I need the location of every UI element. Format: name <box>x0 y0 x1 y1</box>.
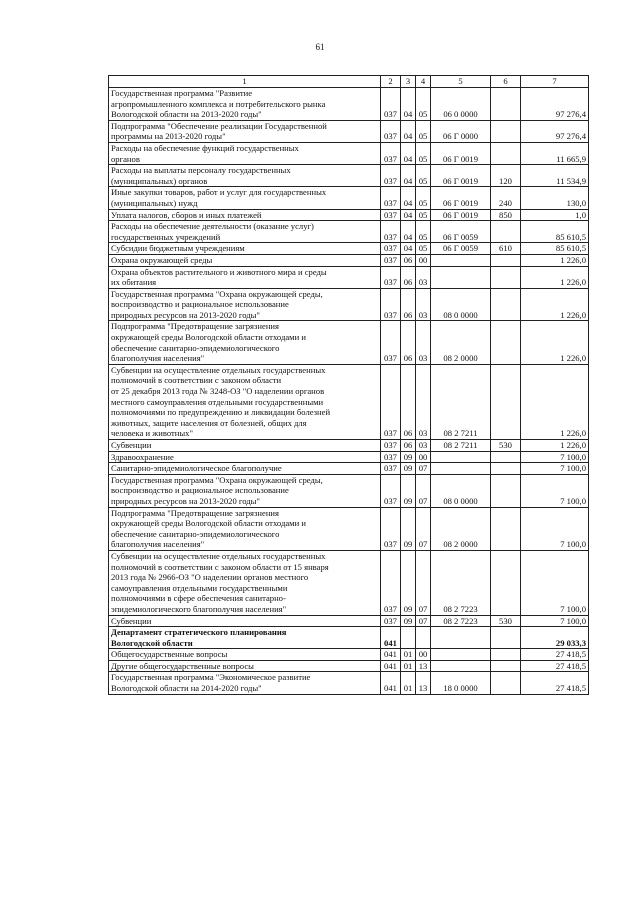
expense-type-cell: 240 <box>491 187 521 209</box>
section-code-cell: 01 <box>401 672 416 694</box>
budget-table <box>108 75 589 695</box>
item-name-line: Государственная программа "Охрана окружающей среды, <box>111 474 323 485</box>
expense-type-cell <box>491 120 521 142</box>
table-row <box>109 627 589 649</box>
item-name-cell <box>109 221 381 243</box>
expense-type-cell: 530 <box>491 440 521 452</box>
item-name-line: природных ресурсов на 2013-2020 годы" <box>111 495 260 506</box>
item-name-line: Вологодской области <box>111 637 193 648</box>
section-code-cell <box>401 627 416 649</box>
header-cell: 1 <box>109 76 381 88</box>
admin-code-cell: 037 <box>381 451 401 463</box>
table-row <box>109 243 589 255</box>
item-name-line: обеспечение санитарно-эпидемиологического <box>111 342 280 353</box>
item-name-cell <box>109 187 381 209</box>
item-name-line: Санитарно-эпидемиологическое благополучие <box>111 463 282 474</box>
item-name-line: самоуправления отдельными государственными <box>111 582 288 593</box>
item-name-line: Общегосударственные вопросы <box>111 649 228 660</box>
section-code-cell: 04 <box>401 142 416 164</box>
item-name-line: (муниципальных) органов <box>111 175 208 186</box>
item-name-cell <box>109 550 381 615</box>
admin-code-cell: 037 <box>381 120 401 142</box>
item-name-line: Иные закупки товаров, работ и услуг для государственных <box>111 187 327 198</box>
item-name-line: природных ресурсов на 2013-2020 годы" <box>111 309 260 320</box>
article-code-cell: 08 2 7223 <box>431 550 491 615</box>
amount-cell: 29 033,3 <box>521 627 589 649</box>
item-name-line: Субвенции <box>111 440 152 450</box>
item-name-line: местного самоуправления отдельными государственными <box>111 396 324 407</box>
amount-cell: 97 276,4 <box>521 88 589 121</box>
article-code-cell <box>431 266 491 288</box>
article-code-cell: 06 Г 0019 <box>431 209 491 221</box>
amount-cell: 1,0 <box>521 209 589 221</box>
item-name-line: Вологодской области на 2013-2020 годы" <box>111 109 262 120</box>
amount-cell: 1 226,0 <box>521 266 589 288</box>
amount-cell: 1 226,0 <box>521 254 589 266</box>
amount-cell: 11 665,9 <box>521 142 589 164</box>
table-row <box>109 440 589 452</box>
article-code-cell: 06 Г 0000 <box>431 120 491 142</box>
expense-type-cell <box>491 321 521 364</box>
table-row <box>109 550 589 615</box>
item-name-cell <box>109 266 381 288</box>
table-row <box>109 660 589 672</box>
item-name-line: Другие общегосударственные вопросы <box>111 660 254 671</box>
item-name-line: программы на 2013-2020 годы" <box>111 131 226 142</box>
section-code-cell: 04 <box>401 88 416 121</box>
amount-cell: 27 418,5 <box>521 660 589 672</box>
section-code-cell: 09 <box>401 507 416 550</box>
item-name-line: 2013 года № 2966-ОЗ "О наделении органов местного <box>111 572 309 583</box>
table-row <box>109 672 589 694</box>
admin-code-cell: 037 <box>381 463 401 475</box>
article-code-cell <box>431 627 491 649</box>
article-code-cell: 06 Г 0019 <box>431 187 491 209</box>
item-name-line: органов <box>111 153 140 164</box>
item-name-line: Подпрограмма "Предотвращение загрязнения <box>111 507 279 518</box>
item-name-line: Государственная программа "Охрана окружающей среды, <box>111 288 323 299</box>
item-name-cell <box>109 440 381 452</box>
item-name-line: Государственная программа "Экономическое развитие <box>111 672 311 683</box>
header-cell: 6 <box>491 76 521 88</box>
admin-code-cell: 037 <box>381 142 401 164</box>
item-name-cell <box>109 507 381 550</box>
expense-type-cell <box>491 463 521 475</box>
item-name-cell <box>109 615 381 627</box>
table-row <box>109 288 589 321</box>
expense-type-cell <box>491 88 521 121</box>
expense-type-cell: 530 <box>491 615 521 627</box>
admin-code-cell: 037 <box>381 440 401 452</box>
section-code-cell: 04 <box>401 221 416 243</box>
article-code-cell: 08 0 0000 <box>431 288 491 321</box>
table-row <box>109 254 589 266</box>
expense-type-cell <box>491 627 521 649</box>
article-code-cell: 08 2 7211 <box>431 440 491 452</box>
subsection-code-cell: 03 <box>416 288 431 321</box>
section-code-cell: 06 <box>401 266 416 288</box>
article-code-cell: 06 Г 0019 <box>431 165 491 187</box>
header-cell: 7 <box>521 76 589 88</box>
item-name-line: эпидемиологического благополучия населения" <box>111 603 287 614</box>
item-name-cell <box>109 165 381 187</box>
expense-type-cell <box>491 660 521 672</box>
admin-code-cell: 037 <box>381 187 401 209</box>
expense-type-cell <box>491 672 521 694</box>
expense-type-cell <box>491 550 521 615</box>
section-code-cell: 01 <box>401 649 416 661</box>
expense-type-cell <box>491 507 521 550</box>
item-name-line: Расходы на выплаты персоналу государственных <box>111 165 291 176</box>
expense-type-cell: 120 <box>491 165 521 187</box>
section-code-cell: 06 <box>401 288 416 321</box>
table-row <box>109 142 589 164</box>
subsection-code-cell: 05 <box>416 209 431 221</box>
expense-type-cell <box>491 649 521 661</box>
subsection-code-cell: 07 <box>416 507 431 550</box>
section-code-cell: 09 <box>401 451 416 463</box>
subsection-code-cell: 00 <box>416 649 431 661</box>
amount-cell: 7 100,0 <box>521 451 589 463</box>
table-row <box>109 474 589 507</box>
item-name-cell <box>109 451 381 463</box>
section-code-cell: 09 <box>401 463 416 475</box>
item-name-line: животных, защите населения от болезней, общих для <box>111 417 307 428</box>
expense-type-cell <box>491 364 521 439</box>
amount-cell: 1 226,0 <box>521 440 589 452</box>
subsection-code-cell: 05 <box>416 243 431 255</box>
article-code-cell: 18 0 0000 <box>431 672 491 694</box>
amount-cell: 97 276,4 <box>521 120 589 142</box>
item-name-line: окружающей среды Вологодской области отходами и <box>111 332 306 343</box>
subsection-code-cell: 13 <box>416 660 431 672</box>
subsection-code-cell: 07 <box>416 474 431 507</box>
item-name-cell <box>109 88 381 121</box>
amount-cell: 130,0 <box>521 187 589 209</box>
section-code-cell: 04 <box>401 187 416 209</box>
item-name-line: Охрана окружающей среды <box>111 254 213 265</box>
amount-cell: 27 418,5 <box>521 672 589 694</box>
item-name-line: окружающей среды Вологодской области отходами и <box>111 518 306 529</box>
amount-cell: 11 534,9 <box>521 165 589 187</box>
admin-code-cell: 037 <box>381 507 401 550</box>
subsection-code-cell: 03 <box>416 440 431 452</box>
subsection-code-cell: 05 <box>416 165 431 187</box>
amount-cell: 7 100,0 <box>521 463 589 475</box>
item-name-line: обеспечение санитарно-эпидемиологического <box>111 528 280 539</box>
item-name-line: Уплата налогов, сборов и иных платежей <box>111 209 262 220</box>
subsection-code-cell: 05 <box>416 221 431 243</box>
section-code-cell: 09 <box>401 550 416 615</box>
item-name-line: Подпрограмма "Обеспечение реализации Государственной <box>111 120 327 131</box>
subsection-code-cell: 05 <box>416 142 431 164</box>
item-name-cell <box>109 627 381 649</box>
admin-code-cell: 037 <box>381 266 401 288</box>
table-row <box>109 649 589 661</box>
item-name-line: Расходы на обеспечение функций государственных <box>111 142 299 153</box>
admin-code-cell: 041 <box>381 660 401 672</box>
item-name-line: Государственная программа "Развитие <box>111 88 253 98</box>
table-row <box>109 221 589 243</box>
item-name-cell <box>109 463 381 475</box>
admin-code-cell: 037 <box>381 254 401 266</box>
item-name-line: полномочиями по предупреждению и ликвидации болезней <box>111 407 331 418</box>
subsection-code-cell: 05 <box>416 88 431 121</box>
subsection-code-cell: 03 <box>416 364 431 439</box>
article-code-cell: 06 Г 0059 <box>431 221 491 243</box>
item-name-line: Вологодской области на 2014-2020 годы" <box>111 683 262 694</box>
item-name-line: Субвенции на осуществление отдельных государственных <box>111 550 326 561</box>
table-row <box>109 266 589 288</box>
subsection-code-cell <box>416 627 431 649</box>
article-code-cell <box>431 660 491 672</box>
admin-code-cell: 037 <box>381 243 401 255</box>
admin-code-cell: 037 <box>381 474 401 507</box>
item-name-cell <box>109 364 381 439</box>
header-cell: 5 <box>431 76 491 88</box>
section-code-cell: 01 <box>401 660 416 672</box>
item-name-cell <box>109 649 381 661</box>
subsection-code-cell: 03 <box>416 321 431 364</box>
expense-type-cell <box>491 451 521 463</box>
item-name-line: (муниципальных) нужд <box>111 197 198 208</box>
table-row <box>109 120 589 142</box>
item-name-cell <box>109 288 381 321</box>
table-row <box>109 463 589 475</box>
article-code-cell: 08 0 0000 <box>431 474 491 507</box>
table-row <box>109 88 589 121</box>
item-name-line: Департамент стратегического планирования <box>111 627 287 638</box>
item-name-line: их обитания <box>111 277 157 288</box>
expense-type-cell <box>491 142 521 164</box>
article-code-cell: 08 2 7223 <box>431 615 491 627</box>
admin-code-cell: 037 <box>381 550 401 615</box>
admin-code-cell: 037 <box>381 165 401 187</box>
item-name-line: воспроизводство и рациональное использование <box>111 485 289 496</box>
article-code-cell <box>431 463 491 475</box>
amount-cell: 7 100,0 <box>521 615 589 627</box>
section-code-cell: 06 <box>401 440 416 452</box>
item-name-cell <box>109 209 381 221</box>
table-row <box>109 187 589 209</box>
item-name-cell <box>109 474 381 507</box>
item-name-cell <box>109 120 381 142</box>
table-row <box>109 165 589 187</box>
page-number: 61 <box>315 42 325 52</box>
item-name-line: полномочий в соответствии с законом области от 15 января <box>111 561 329 572</box>
article-code-cell: 06 0 0000 <box>431 88 491 121</box>
admin-code-cell: 037 <box>381 221 401 243</box>
table-body <box>109 88 589 695</box>
item-name-cell <box>109 321 381 364</box>
subsection-code-cell: 07 <box>416 615 431 627</box>
admin-code-cell: 037 <box>381 364 401 439</box>
article-code-cell: 08 2 0000 <box>431 321 491 364</box>
section-code-cell: 04 <box>401 165 416 187</box>
amount-cell: 85 610,5 <box>521 243 589 255</box>
item-name-line: благополучия населения" <box>111 353 205 364</box>
expense-type-cell <box>491 266 521 288</box>
amount-cell: 1 226,0 <box>521 364 589 439</box>
table-row <box>109 507 589 550</box>
item-name-line: Здравоохранение <box>111 451 174 462</box>
admin-code-cell: 041 <box>381 672 401 694</box>
admin-code-cell: 037 <box>381 615 401 627</box>
table-row <box>109 615 589 627</box>
subsection-code-cell: 05 <box>416 120 431 142</box>
section-code-cell: 09 <box>401 615 416 627</box>
subsection-code-cell: 00 <box>416 451 431 463</box>
amount-cell: 85 610,5 <box>521 221 589 243</box>
expense-type-cell <box>491 288 521 321</box>
article-code-cell: 08 2 0000 <box>431 507 491 550</box>
expense-type-cell <box>491 221 521 243</box>
section-code-cell: 04 <box>401 120 416 142</box>
article-code-cell: 08 2 7211 <box>431 364 491 439</box>
admin-code-cell: 041 <box>381 649 401 661</box>
expense-type-cell: 610 <box>491 243 521 255</box>
item-name-line: человека и животных" <box>111 428 193 439</box>
item-name-line: полномочий в соответствии с законом области <box>111 375 282 386</box>
admin-code-cell: 041 <box>381 627 401 649</box>
section-code-cell: 06 <box>401 254 416 266</box>
subsection-code-cell: 00 <box>416 254 431 266</box>
expense-type-cell: 850 <box>491 209 521 221</box>
table-header-row <box>109 76 589 88</box>
amount-cell: 27 418,5 <box>521 649 589 661</box>
item-name-cell <box>109 254 381 266</box>
section-code-cell: 04 <box>401 243 416 255</box>
admin-code-cell: 037 <box>381 88 401 121</box>
subsection-code-cell: 13 <box>416 672 431 694</box>
header-cell: 3 <box>401 76 416 88</box>
item-name-line: воспроизводство и рациональное использование <box>111 299 289 310</box>
amount-cell: 1 226,0 <box>521 288 589 321</box>
subsection-code-cell: 07 <box>416 463 431 475</box>
table-row <box>109 209 589 221</box>
item-name-line: благополучия населения" <box>111 539 205 550</box>
section-code-cell: 04 <box>401 209 416 221</box>
table-row <box>109 364 589 439</box>
article-code-cell: 06 Г 0019 <box>431 142 491 164</box>
subsection-code-cell: 05 <box>416 187 431 209</box>
item-name-line: государственных учреждений <box>111 231 221 242</box>
subsection-code-cell: 03 <box>416 266 431 288</box>
article-code-cell <box>431 254 491 266</box>
section-code-cell: 06 <box>401 321 416 364</box>
item-name-cell <box>109 672 381 694</box>
expense-type-cell <box>491 254 521 266</box>
item-name-cell <box>109 142 381 164</box>
section-code-cell: 09 <box>401 474 416 507</box>
item-name-line: агропромышленного комплекса и потребительского рынка <box>111 98 326 109</box>
subsection-code-cell: 07 <box>416 550 431 615</box>
header-cell: 2 <box>381 76 401 88</box>
item-name-line: Расходы на обеспечение деятельности (оказание услуг) <box>111 221 314 232</box>
item-name-line: Охрана объектов растительного и животного мира и среды <box>111 266 327 277</box>
admin-code-cell: 037 <box>381 321 401 364</box>
article-code-cell <box>431 649 491 661</box>
item-name-line: от 25 декабря 2013 года № 3248-ОЗ "О наделении органов <box>111 386 325 397</box>
article-code-cell <box>431 451 491 463</box>
item-name-cell <box>109 243 381 255</box>
item-name-line: Подпрограмма "Предотвращение загрязнения <box>111 321 279 332</box>
item-name-line: Субвенции <box>111 615 152 626</box>
expense-type-cell <box>491 474 521 507</box>
admin-code-cell: 037 <box>381 288 401 321</box>
article-code-cell: 06 Г 0059 <box>431 243 491 255</box>
item-name-line: Субвенции на осуществление отдельных государственных <box>111 364 326 375</box>
table-row <box>109 321 589 364</box>
header-cell: 4 <box>416 76 431 88</box>
amount-cell: 7 100,0 <box>521 474 589 507</box>
amount-cell: 1 226,0 <box>521 321 589 364</box>
item-name-line: Субсидии бюджетным учреждениям <box>111 243 245 254</box>
section-code-cell: 06 <box>401 364 416 439</box>
item-name-cell <box>109 660 381 672</box>
amount-cell: 7 100,0 <box>521 507 589 550</box>
admin-code-cell: 037 <box>381 209 401 221</box>
amount-cell: 7 100,0 <box>521 550 589 615</box>
item-name-line: полномочиями в сфере обеспечения санитарно- <box>111 593 286 604</box>
table-row <box>109 451 589 463</box>
